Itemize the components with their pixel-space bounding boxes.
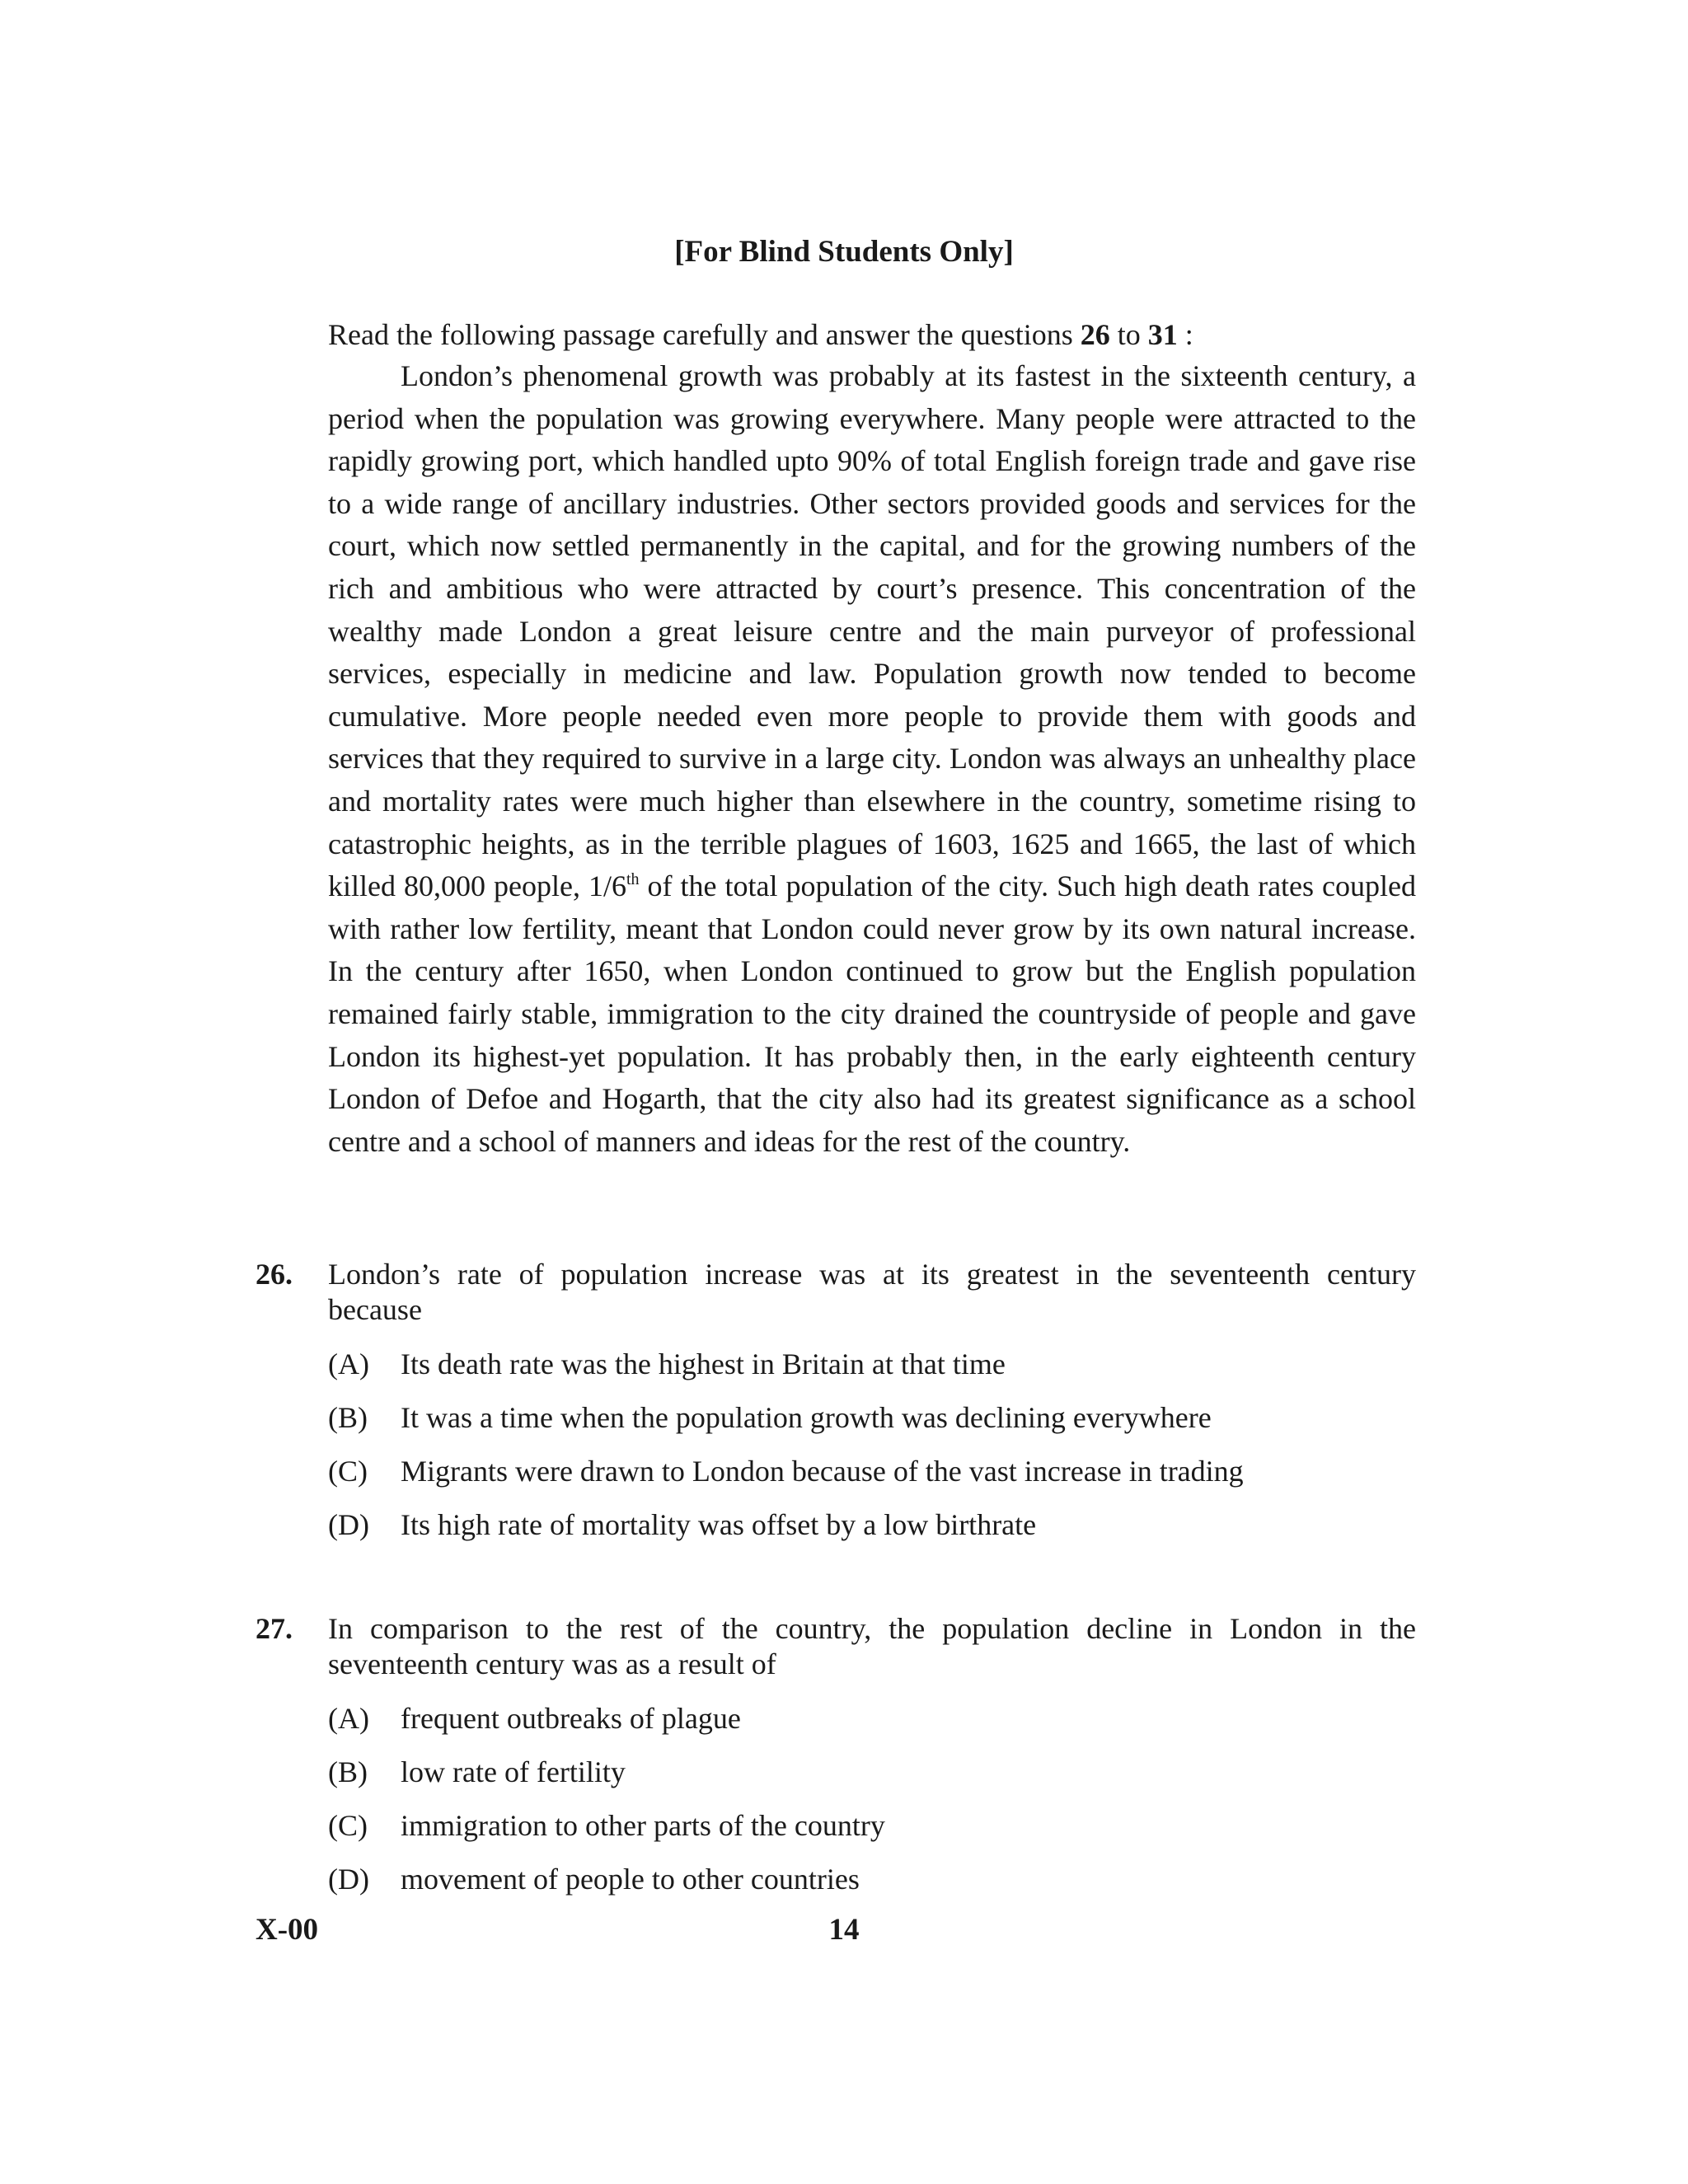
passage-text-part2: of the total population of the city. Such high death rates coupled with rather low fertility, meant that London could never grow by its own natural increase. In the century after 1650, when London continued to grow but the English population remained fairly stable, immigration to the city drained the countryside of people and gave London its highest-yet population. It has probably then, in the early eighteenth century London of Defoe and Hogarth, that the city also had its greatest significance as a school centre and a school of manners and ideas for the rest of the country. (328, 869, 1416, 1158)
paper-code: X-00 (256, 1913, 319, 1947)
option-text: low rate of fertility (401, 1755, 626, 1788)
page-number: 14 (828, 1913, 860, 1947)
question-number: 27. (256, 1612, 293, 1645)
question-range-end: 31 (1147, 318, 1178, 351)
option-text: movement of people to other countries (401, 1863, 860, 1896)
question-range-start: 26 (1080, 318, 1110, 351)
option-label: (D) (328, 1508, 369, 1541)
option-label: (C) (328, 1455, 368, 1488)
option-text: It was a time when the population growth was declining everywhere (401, 1401, 1212, 1434)
section-heading: [For Blind Students Only] (674, 235, 1014, 269)
instructions (328, 313, 1416, 356)
option-text: Its death rate was the highest in Britain at that time (401, 1347, 1006, 1380)
option-text: Its high rate of mortality was offset by a low birthrate (401, 1508, 1037, 1541)
question-stem (328, 1611, 1416, 1682)
question-stem-line: London’s rate of population increase was at its greatest in the seventeenth century (328, 1258, 1416, 1291)
option-label: (D) (328, 1863, 369, 1896)
option-label: (B) (328, 1755, 368, 1788)
passage-text-part1: London’s phenomenal growth was probably at its fastest in the sixteenth century, a period when the population was growing everywhere. Many people were attracted to the rapidly growing port, which handled upto 90% of total English foreign trade and gave rise to a wide range of ancillary industries. Other sectors provided goods and services for the court, which now settled permanently in the capital, and for the growing numbers of the rich and ambitious who were attracted by court’s presence. This concentration of the wealthy made London a great leisure centre and the main purveyor of professional services, especially in medicine and law. Population growth now tended to become cumulative. More people needed even more people to provide them with goods and services that they required to survive in a large city. London was always an unhealthy place and mortality rates were much higher than elsewhere in the country, sometime rising to catastrophic heights, as in the terrible plagues of 1603, 1625 and 1665, the last of which killed 80,000 people, 1/6 (328, 359, 1416, 903)
question-stem-line: because (328, 1293, 422, 1326)
option-label: (A) (328, 1702, 369, 1735)
option-text: Migrants were drawn to London because of the vast increase in trading (401, 1455, 1244, 1488)
question-stem-line: In comparison to the rest of the country, the population decline in London in the (328, 1612, 1416, 1645)
option-label: (B) (328, 1401, 368, 1434)
option-text: immigration to other parts of the country (401, 1809, 885, 1842)
option-label: (C) (328, 1809, 368, 1842)
instructions-prefix: Read the following passage carefully and answer the questions (328, 318, 1081, 351)
instructions-suffix: : (1177, 318, 1193, 351)
instructions-middle: to (1109, 318, 1148, 351)
reading-passage (328, 355, 1416, 1163)
option-text: frequent outbreaks of plague (401, 1702, 741, 1735)
question-stem (328, 1257, 1416, 1328)
ordinal-superscript: th (626, 870, 640, 889)
question-stem-line: seventeenth century was as a result of (328, 1647, 776, 1680)
question-number: 26. (256, 1258, 293, 1291)
option-label: (A) (328, 1347, 369, 1380)
